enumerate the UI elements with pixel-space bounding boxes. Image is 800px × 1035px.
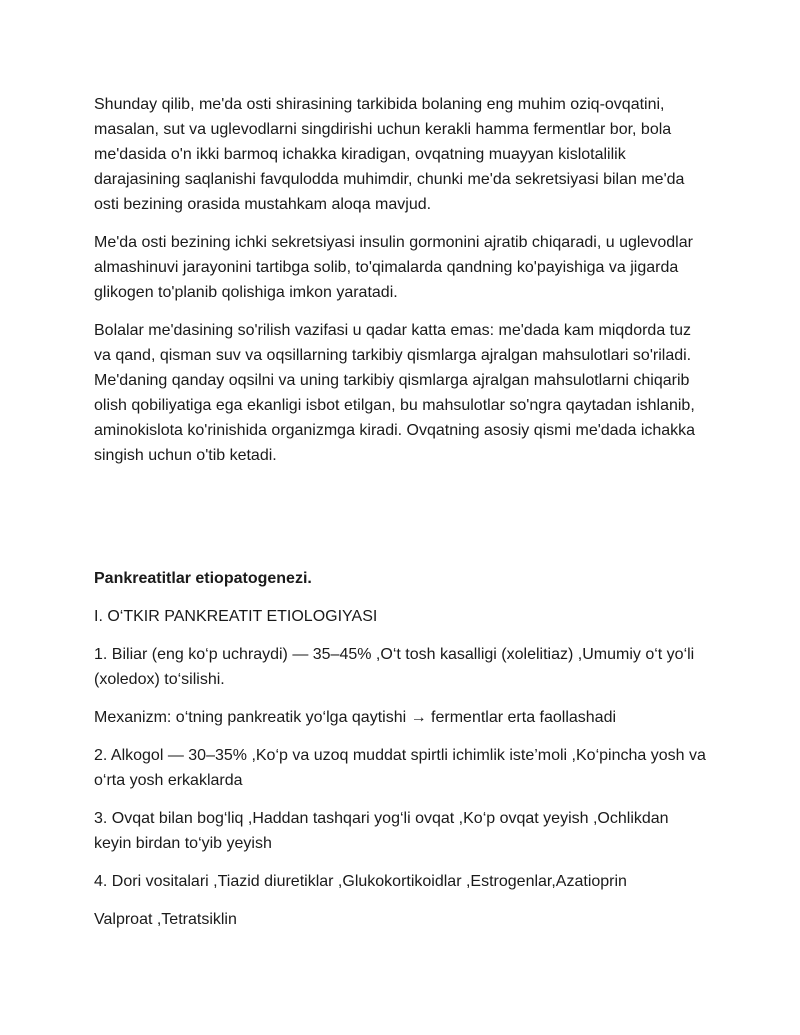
paragraph-insulin: Me'da osti bezining ichki sekretsiyasi insulin gormonini ajratib chiqaradi, u uglevodlar almashinuvi jarayonini tartibga solib, to'qimalarda qandning ko'payishiga va jigarda glikogen to'planib qolishiga imkon yaratadi. [94,234,693,301]
list-item-biliary: 1. Biliar (eng ko‘p uchraydi) — 35–45% ,O‘t tosh kasalligi (xolelitiaz) ,Umumiy o‘t yo‘li (xoledox) to‘silishi. [94,646,695,688]
list-item-alcohol: 2. Alkogol — 30–35% ,Ko‘p va uzoq muddat spirtli ichimlik iste’moli ,Ko‘pincha yosh va o‘rta yosh erkaklarda [94,747,706,789]
mechanism-text: Mexanizm: o‘tning pankreatik yo‘lga qaytishi → fermentlar erta faollashadi [94,709,617,726]
paragraph-pancreatic-enzymes: Shunday qilib, me'da osti shirasining tarkibida bolaning eng muhim oziq-ovqatini, masalan, sut va uglevodlarni singdirishi uchun kerakli hamma fermentlar bor, bola me'dasida o'n ikki barmoq ichakka kiradigan, ovqatning muayyan kislotalilik darajasining saqlanishi favqulodda muhimdir, chunki me'da sekretsiyasi bilan me'da osti bezining orasida mustahkam aloqa mavjud. [94,96,685,213]
section-spacer [94,481,710,566]
section-heading: Pankreatitlar etiopatogenezi. [94,570,312,587]
list-item-food: 3. Ovqat bilan bog‘liq ,Haddan tashqari yog‘li ovqat ,Ko‘p ovqat yeyish ,Ochlikdan keyin birdan to‘yib yeyish [94,810,669,852]
list-item-drugs-continued: Valproat ,Tetratsiklin [94,911,237,928]
section-subheading: I. O‘TKIR PANKREATIT ETIOLOGIYASI [94,608,378,625]
paragraph-stomach-absorption: Bolalar me'dasining so'rilish vazifasi u qadar katta emas: me'dada kam miqdorda tuz va qand, qisman suv va oqsillarning tarkibiy qismlarga ajralgan mahsulotlari so'riladi. Me'daning qanday oqsilni va uning tarkibiy qismlarga ajralgan mahsulotlarni chiqarib olish qobiliyatiga ega ekanligi isbot etilgan, bu mahsulotlar so'ngra qaytadan ishlanib, aminokislota ko'rinishida organizmga kiradi. Ovqatning asosiy qismi me'dada ichakka singish uchun o'tib ketadi. [94,322,696,464]
document-body [94,92,710,945]
list-item-drugs: 4. Dori vositalari ,Tiazid diuretiklar ,Glukokortikoidlar ,Estrogenlar,Azatioprin [94,873,627,890]
